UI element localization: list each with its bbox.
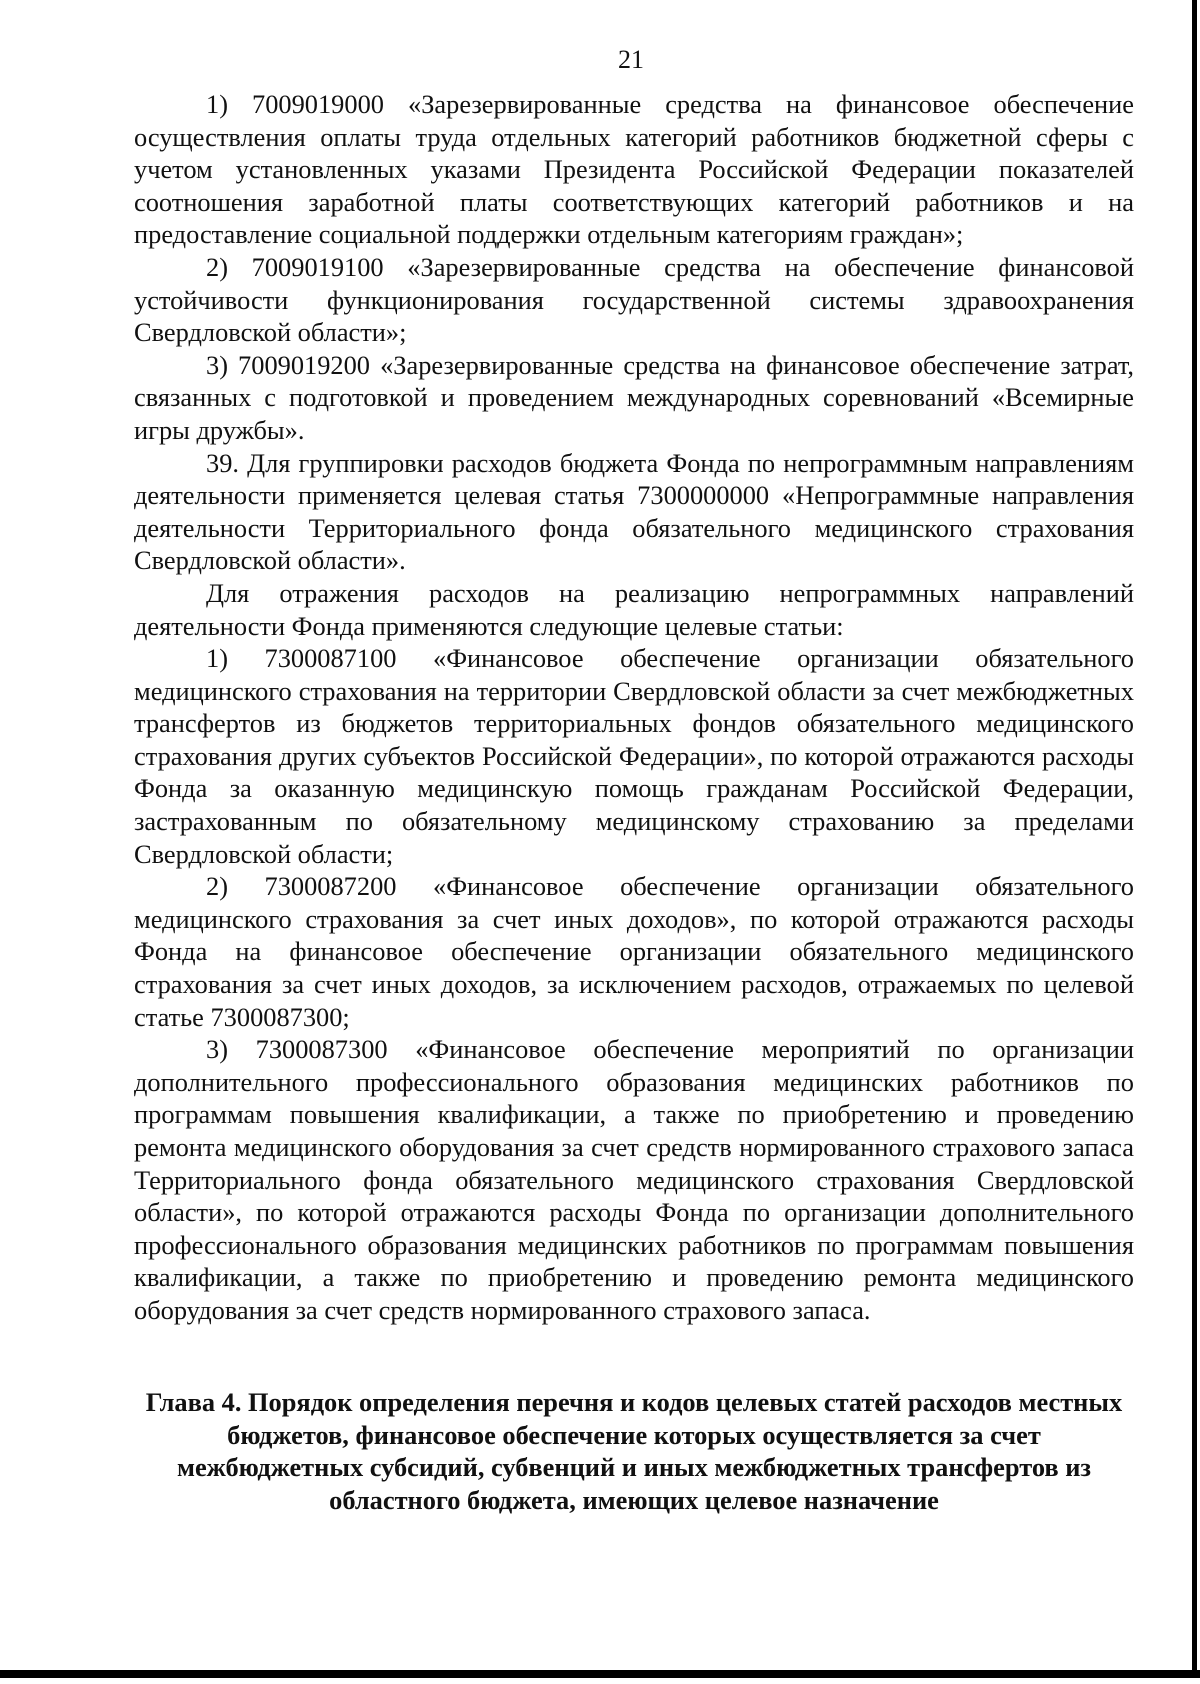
paragraph-item-3-7009019200: 3) 7009019200 «Зарезервированные средства на финансовое обеспечение затрат, связанных с подготовкой и проведением международных соревнований «Всемирные игры дружбы».: [134, 349, 1134, 445]
paragraph-clause-39: 39. Для группировки расходов бюджета Фонда по непрограммным направлениям деятельности применяется целевая статья 7300000000 «Непрограммные направления деятельности Территориального фонда обязательного медицинского страхования Свердловской области».: [134, 447, 1134, 576]
scan-right-edge-border: [1192, 0, 1197, 1678]
page-number: 21: [618, 45, 644, 74]
chapter-4-heading: Глава 4. Порядок определения перечня и кодов целевых статей расходов местных бюджетов, финансовое обеспечение которых осуществляется за счет межбюджетных субсидий, субвенций и иных межбюджетных трансфертов из областного бюджета, имеющих целевое назначение: [145, 1387, 1123, 1515]
paragraph-item-2-7300087200: 2) 7300087200 «Финансовое обеспечение организации обязательного медицинского страхования за счет иных доходов», по которой отражаются расходы Фонда на финансовое обеспечение организации обязательного медицинского страхования за счет иных доходов, за исключением расходов, отражаемых по целевой статье 7300087300;: [134, 871, 1134, 1032]
paragraph-target-articles-intro: Для отражения расходов на реализацию непрограммных направлений деятельности Фонда применяются следующие целевые статьи:: [134, 577, 1134, 641]
paragraph-item-1-7009019000: 1) 7009019000 «Зарезервированные средства на финансовое обеспечение осуществления оплаты труда отдельных категорий работников бюджетной сферы с учетом установленных указами Президента Российской Федерации показателей соотношения заработной платы соответствующих категорий работников и на предоставление социальной поддержки отдельным категориям граждан»;: [134, 89, 1134, 250]
paragraph-item-2-7009019100: 2) 7009019100 «Зарезервированные средства на обеспечение финансовой устойчивости функционирования государственной системы здравоохранения Свердловской области»;: [134, 251, 1134, 348]
paragraph-item-3-7300087300: 3) 7300087300 «Финансовое обеспечение мероприятий по организации дополнительного профессионального образования медицинских работников по программам повышения квалификации, а также по приобретению и проведению ремонта медицинского оборудования за счет средств нормированного страхового запаса Территориального фонда обязательного медицинского страхования Свердловской области», по которой отражаются расходы Фонда по организации дополнительного профессионального образования медицинских работников по программам повышения квалификации, а также по приобретению и проведению ремонта медицинского оборудования за счет средств нормированного страхового запаса.: [134, 1034, 1134, 1325]
paragraph-item-1-7300087100: 1) 7300087100 «Финансовое обеспечение организации обязательного медицинского страхования на территории Свердловской области за счет межбюджетных трансфертов из бюджетов территориальных фондов обязательного медицинского страхования других субъектов Российской Федерации», по которой отражаются расходы Фонда за оказанную медицинскую помощь гражданам Российской Федерации, застрахованным по обязательному медицинскому страхованию за пределами Свердловской области;: [134, 643, 1134, 869]
scan-bottom-edge-border: [0, 1670, 1200, 1678]
document-body: [134, 88, 1134, 1327]
